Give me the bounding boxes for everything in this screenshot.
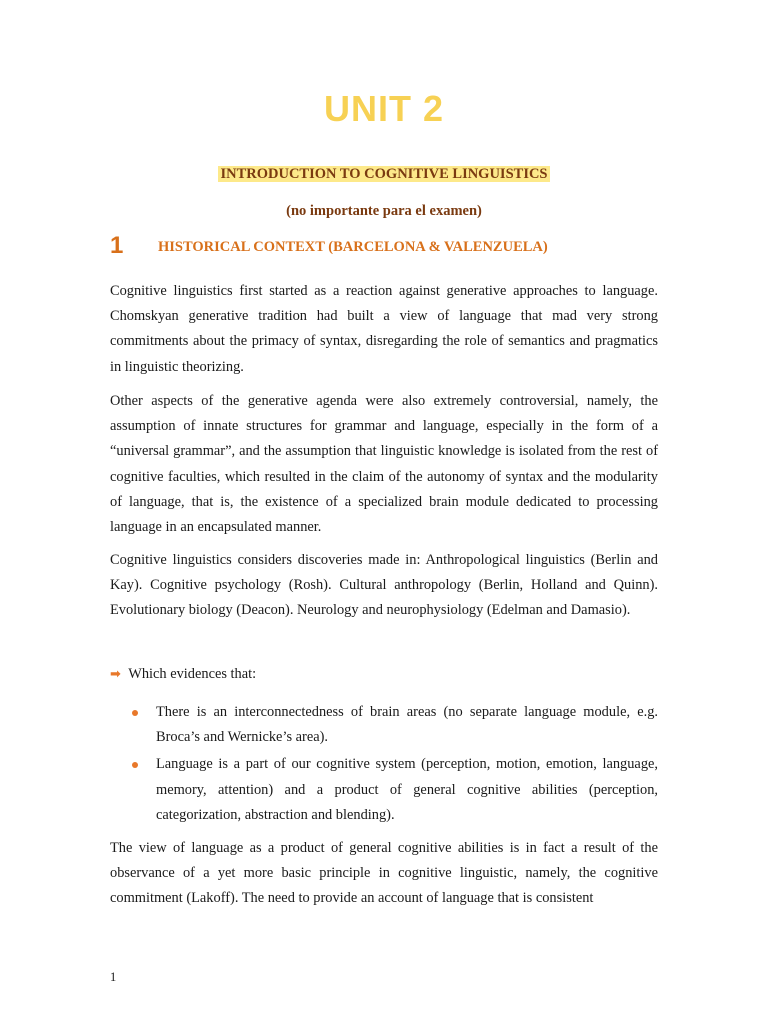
evidence-intro bbox=[110, 662, 658, 687]
paragraph-4: The view of language as a product of general cognitive abilities is in fact a result of the observance of a yet more basic principle in cognitive linguistic, namely, the cognitive commitment (Lakoff). The need to provide an account of language that is consistent bbox=[110, 840, 658, 907]
paragraph-3: Cognitive linguistics considers discoveries made in: Anthropological linguistics (Berlin and Kay). Cognitive psychology (Rosh). Cultural anthropology (Berlin, Holland and Quinn). Evolutionary biology (Deacon). Neurology and neurophysiology (Edelman and Damasio). bbox=[110, 552, 658, 619]
paragraph-2: Other aspects of the generative agenda were also extremely controversial, namely, the assumption of innate structures for grammar and language, especially in the form of a “universal grammar”, and the assumption that linguistic knowledge is isolated from the rest of cognitive faculties, which resulted in the claim of the autonomy of syntax and the modularity of language, that is, the existence of a specialized brain module dedicated to processing language in an encapsulated manner. bbox=[110, 393, 658, 536]
exam-note: (no importante para el examen) bbox=[286, 203, 482, 219]
list-item bbox=[132, 700, 658, 750]
section-title: HISTORICAL CONTEXT (BARCELONA & VALENZUELA) bbox=[158, 239, 548, 255]
paragraph-1: Cognitive linguistics first started as a reaction against generative approaches to language. Chomskyan generative tradition had built a view of language that mad very strong commitments about the primacy of syntax, disregarding the role of semantics and pragmatics in linguistic theorizing. bbox=[110, 283, 658, 375]
evidence-intro-text: Which evidences that: bbox=[128, 666, 257, 682]
bullet-icon bbox=[132, 710, 138, 716]
chapter-subtitle bbox=[0, 166, 768, 183]
list-item-text: Language is a part of our cognitive system (perception, motion, emotion, language, memory, attention) and a product of general cognitive abilities (perception, categorization, abstraction and blending). bbox=[156, 756, 658, 823]
page-number: 1 bbox=[110, 970, 117, 984]
list-item-text: There is an interconnectedness of brain areas (no separate language module, e.g. Broca’s and Wernicke’s area). bbox=[156, 704, 658, 746]
list-item bbox=[132, 752, 658, 828]
chapter-subtitle-text: INTRODUCTION TO COGNITIVE LINGUISTICS bbox=[220, 166, 548, 182]
evidence-list bbox=[132, 700, 658, 830]
section-number: 1 bbox=[110, 232, 124, 259]
arrow-right-icon: ➡ bbox=[110, 667, 121, 682]
bullet-icon bbox=[132, 762, 138, 768]
unit-title: UNIT 2 bbox=[323, 88, 444, 129]
